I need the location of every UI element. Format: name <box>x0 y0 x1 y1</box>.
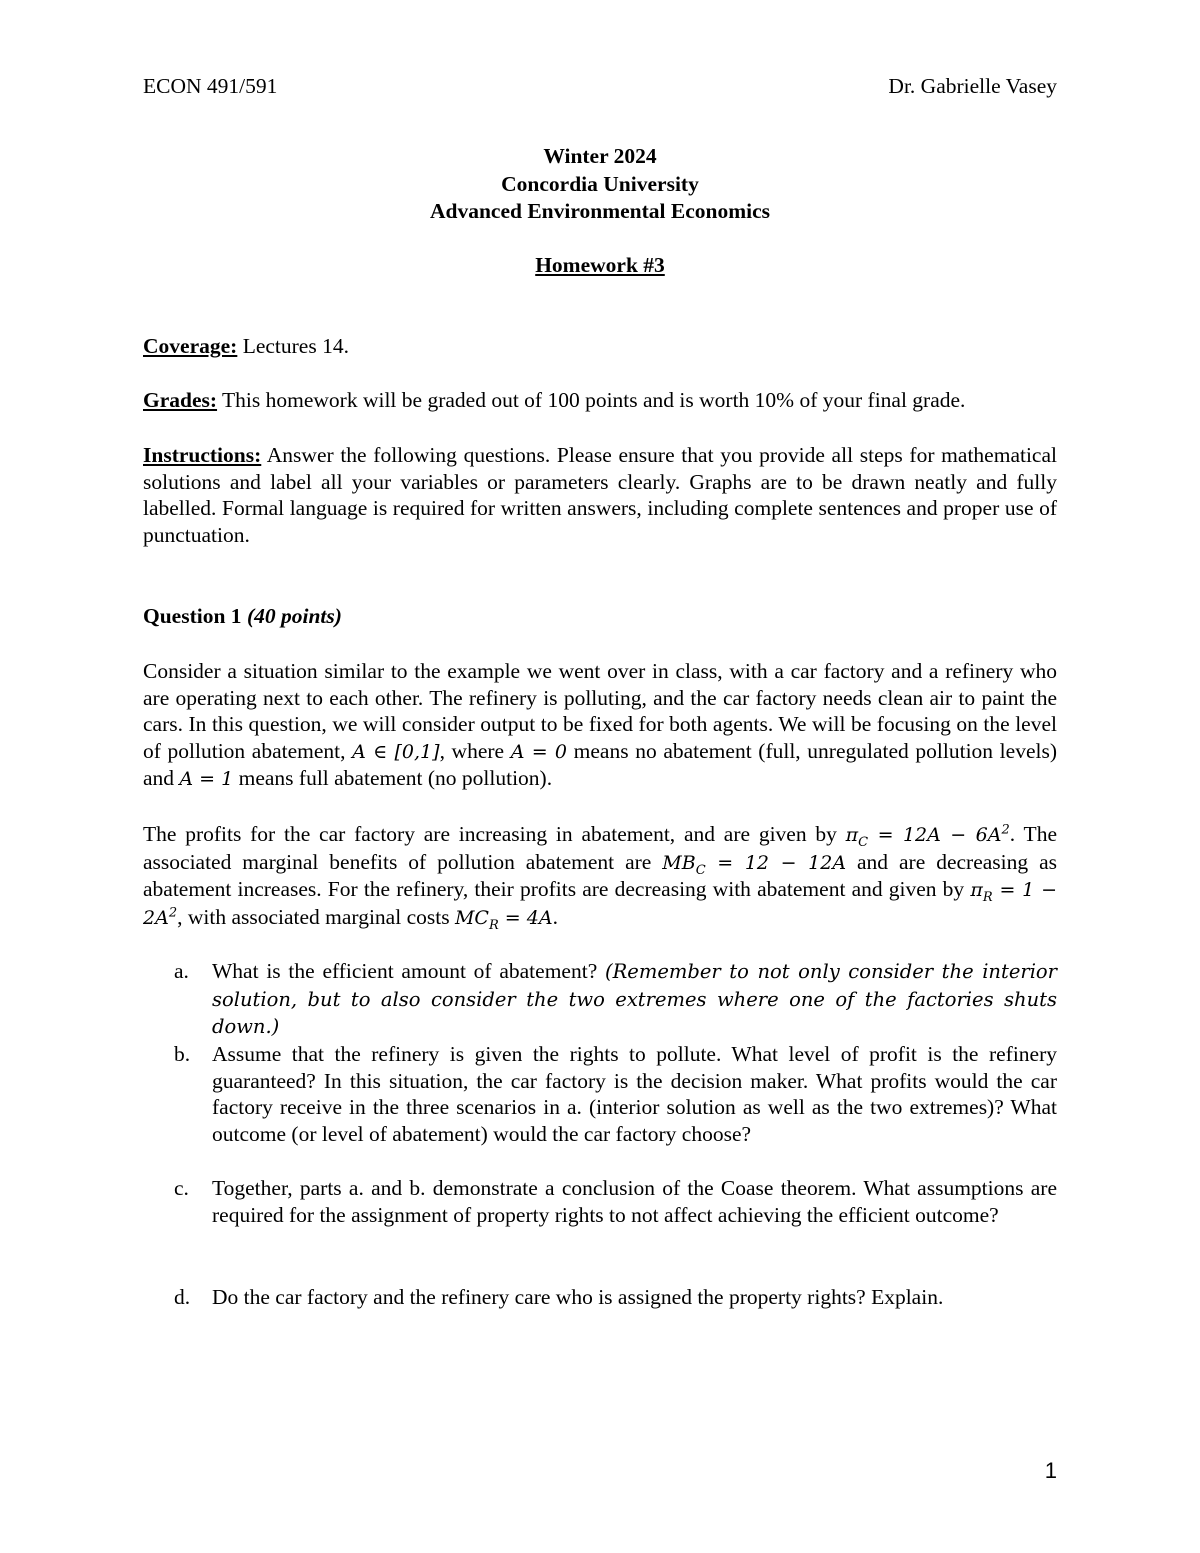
part-text: Together, parts a. and b. demonstrate a conclusion of the Coase theorem. What assumptions are required for the assignment of property rights to not affect achieving the efficient outcome? <box>212 1176 1057 1227</box>
grades-label: Grades: <box>143 388 218 412</box>
intro-text-2: , where <box>439 738 511 763</box>
instructions-text: Answer the following questions. Please ensure that you provide all steps for mathematical solutions and label all your variables or parameters clearly. Graphs are to be drawn neatly and fully labelled. Formal language is required for written answers, including complete sentences and proper use of punctuation. <box>143 443 1057 547</box>
term: Winter 2024 <box>543 144 657 168</box>
subscript-c: C <box>858 834 869 850</box>
car-profit-eq: = 12A − 6A <box>868 824 1002 846</box>
subscript-r: R <box>982 889 993 905</box>
course-code: ECON 491/591 <box>143 74 278 98</box>
page-number: 1 <box>1044 1458 1057 1483</box>
profits-text-4: , with associated marginal costs <box>177 904 455 929</box>
course-name: Advanced Environmental Economics <box>429 199 771 223</box>
refinery-profit-eq: = 1 − 2A <box>143 879 1057 929</box>
part-d <box>174 1284 1057 1311</box>
part-text <box>212 958 1057 1041</box>
profits-text-5: . <box>552 904 558 929</box>
part-b <box>174 1041 1057 1147</box>
coverage-label: Coverage: <box>143 334 238 358</box>
pi-symbol: π <box>845 824 859 846</box>
instructor-name: Dr. Gabrielle Vasey <box>888 74 1057 98</box>
grades-text: This homework will be graded out of 100 points and is worth 10% of your final grade. <box>217 388 966 412</box>
homework-title: Homework #3 <box>535 253 665 277</box>
question-1-title: Question 1 <box>143 604 247 628</box>
intro-text-4: means full abatement (no pollution). <box>233 766 553 790</box>
part-c <box>174 1175 1057 1228</box>
question-1-profits <box>143 821 1057 931</box>
math-marginal-benefit <box>662 851 847 878</box>
part-letter: a. <box>174 959 189 983</box>
part-letter: d. <box>174 1285 191 1309</box>
instructions-label: Instructions: <box>143 443 262 467</box>
instructions-paragraph <box>143 442 1057 548</box>
mb-eq: = 12 − 12A <box>705 851 847 874</box>
question-1-points: (40 points) <box>246 604 342 628</box>
mc-symbol: MC <box>454 906 489 929</box>
subscript-c: C <box>695 862 706 878</box>
math-abatement-range: A ∈ [0,1] <box>352 740 440 763</box>
university: Concordia University <box>501 171 699 196</box>
superscript-2: 2 <box>1001 822 1010 838</box>
part-text: Assume that the refinery is given the rights to pollute. What level of profit is the refinery guaranteed? In this situation, the car factory is the decision maker. What profits would the car factory receive in the three scenarios in a. (interior solution as well as the two extremes)? What outcome (or level of abatement) would the car factory choose? <box>212 1042 1057 1146</box>
subscript-r: R <box>488 917 499 933</box>
title-block <box>0 143 1200 226</box>
part-text: Do the car factory and the refinery care who is assigned the property rights? Explain. <box>212 1285 944 1309</box>
math-a-zero: A = 0 <box>510 740 568 763</box>
question-1-intro <box>143 658 1057 793</box>
profits-text-3: and are decreasing as abatement increases. For the refinery, their profits are decreasing with abatement and given by <box>143 849 1058 901</box>
mb-symbol: MB <box>662 851 696 874</box>
part-a <box>174 958 1057 1041</box>
profits-text-2: . The associated marginal benefits of pollution abatement are <box>143 822 1057 874</box>
intro-text-1: Consider a situation similar to the example we went over in class, with a car factory and a refinery who are operating next to each other. The refinery is polluting, and the car factory needs clean air to paint the cars. In this question, we will consider output to be fixed for both agents. We will be focusing on the level of pollution abatement, <box>143 659 1057 763</box>
math-a-one: A = 1 <box>179 768 234 790</box>
part-letter: c. <box>174 1176 189 1200</box>
grades-paragraph <box>143 387 1057 414</box>
profits-text-1: The profits for the car factory are increasing in abatement, and are given by <box>143 822 846 846</box>
question-1-heading <box>143 603 342 630</box>
pi-symbol: π <box>970 879 983 901</box>
superscript-2: 2 <box>168 905 178 921</box>
part-a-note: (Remember to not only consider the interior solution, but to also consider the two extremes where one of the factories shuts down.) <box>212 960 1057 1038</box>
part-a-question: What is the efficient amount of abatement? <box>212 959 605 983</box>
mc-eq: = 4A <box>498 906 553 929</box>
part-letter: b. <box>174 1042 191 1066</box>
math-car-profit <box>845 822 1010 850</box>
coverage-text: Lectures 14. <box>237 334 349 358</box>
math-marginal-cost <box>454 906 553 933</box>
intro-text-3: means no abatement (full, unregulated pollution levels) and <box>143 738 1057 790</box>
coverage-paragraph <box>143 333 1057 360</box>
